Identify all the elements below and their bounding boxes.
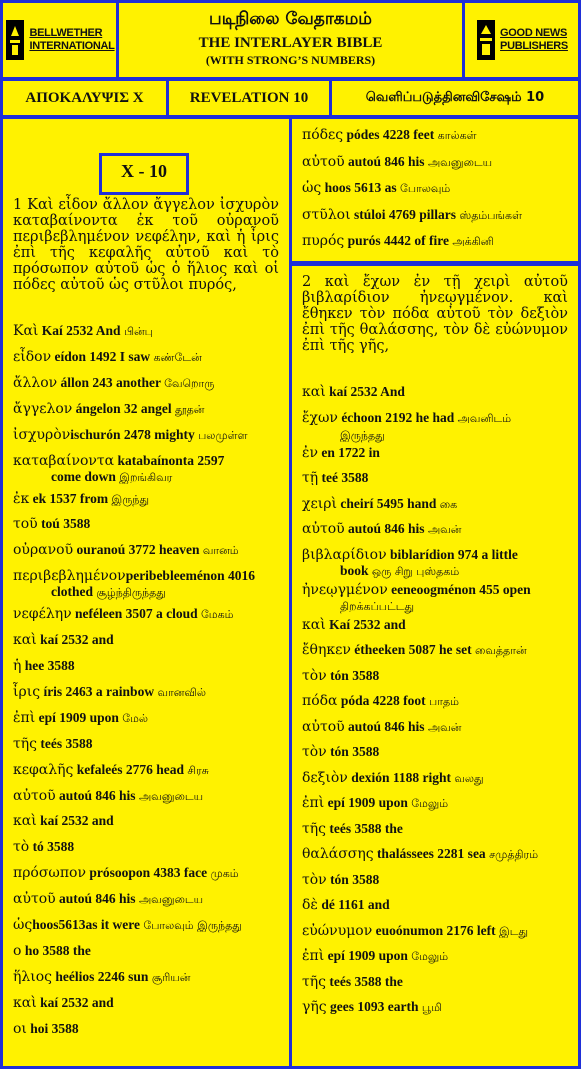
greek-word: ἐπὶ bbox=[302, 948, 325, 964]
title-english: THE INTERLAYER BIBLE bbox=[198, 35, 383, 51]
word-entry bbox=[302, 445, 570, 461]
greek-word: πυρός bbox=[302, 233, 345, 249]
transliteration-strongs: póda 4228 foot bbox=[337, 693, 430, 708]
entry-continuation bbox=[13, 584, 281, 601]
word-entry bbox=[13, 839, 281, 855]
transliteration-strongs: kaí 2532 and bbox=[36, 813, 114, 829]
right-column bbox=[292, 266, 578, 1066]
bellwether-logo-icon bbox=[4, 18, 26, 62]
greek-word: τῆς bbox=[13, 735, 37, 752]
word-entry bbox=[302, 521, 570, 538]
greek-word: αὐτοῦ bbox=[13, 787, 56, 804]
left-column bbox=[3, 119, 289, 1066]
tamil-gloss: அவனுடைய bbox=[427, 155, 493, 169]
word-entry bbox=[302, 897, 570, 913]
transliteration-strongs: échoon 2192 he had bbox=[337, 409, 458, 425]
transliteration-strongs: hoos5613as it were bbox=[32, 917, 144, 932]
english-gloss-continued: book bbox=[340, 562, 372, 578]
greek-word: ἄλλον bbox=[13, 374, 58, 391]
greek-word: τῆς bbox=[302, 973, 326, 990]
word-entry bbox=[13, 606, 281, 623]
greek-word: τῆς bbox=[302, 820, 326, 837]
greek-word: καὶ bbox=[13, 813, 37, 830]
entry-continuation bbox=[302, 563, 570, 580]
greek-word: οι bbox=[13, 1020, 27, 1037]
tamil-gloss: திறக்கப்பட்டது bbox=[340, 599, 414, 613]
tamil-gloss: பாதம் bbox=[429, 695, 459, 708]
greek-word: αὐτοῦ bbox=[13, 891, 56, 908]
header-greek-book: ΑΠΟΚΑΛΥΨΙΣ X bbox=[3, 81, 166, 115]
transliteration-strongs: Kaí 2532 And bbox=[38, 323, 124, 338]
word-entry bbox=[302, 207, 570, 224]
tamil-gloss: ஸ்தம்பங்கள் bbox=[459, 208, 522, 222]
word-entry bbox=[302, 384, 570, 400]
word-entry bbox=[302, 496, 570, 513]
greek-word: αὐτοῦ bbox=[302, 718, 345, 735]
entry-continuation bbox=[302, 598, 570, 615]
tamil-gloss: இடது bbox=[499, 924, 529, 938]
tamil-gloss: கண்டேன் bbox=[153, 350, 202, 364]
tamil-gloss: மேலும் bbox=[411, 950, 449, 963]
greek-word: ἥλιος bbox=[13, 968, 53, 985]
tamil-gloss: இருந்து bbox=[111, 492, 150, 506]
greek-word: καὶ bbox=[302, 384, 326, 400]
tamil-gloss: வானவில் bbox=[157, 685, 207, 699]
greek-word: ο bbox=[13, 942, 22, 959]
tamil-gloss: தூதன் bbox=[175, 402, 205, 416]
greek-word: ἔθηκεν bbox=[302, 642, 351, 658]
word-entry bbox=[13, 516, 281, 532]
transliteration-strongs: ek 1537 from bbox=[29, 490, 112, 506]
header-tamil-ref: வெளிப்படுத்தினவிசேஷம் 10 bbox=[332, 81, 578, 115]
greek-word: περιβεβλημένον bbox=[13, 568, 126, 585]
greek-word: ἰσχυρὸν bbox=[13, 426, 71, 443]
transliteration-strongs: toú 3588 bbox=[37, 516, 91, 532]
word-entry bbox=[13, 788, 281, 805]
transliteration-strongs: ángelon 32 angel bbox=[72, 400, 176, 416]
greek-word: πόδα bbox=[302, 693, 338, 709]
tamil-gloss: அவன் bbox=[427, 720, 462, 734]
transliteration-strongs: euoónumon 2176 left bbox=[372, 922, 500, 938]
transliteration-strongs: en 1722 in bbox=[318, 444, 380, 460]
greek-word: αὐτοῦ bbox=[302, 153, 345, 170]
good-news-logo-text bbox=[500, 27, 568, 53]
right-top-column bbox=[292, 119, 578, 261]
transliteration-strongs: dé 1161 and bbox=[317, 897, 390, 912]
word-entry bbox=[302, 693, 570, 710]
greek-word: εὐώνυμον bbox=[302, 922, 373, 939]
transliteration-strongs: epí 1909 upon bbox=[324, 948, 412, 963]
transliteration-strongs: pódes 4228 feet bbox=[343, 127, 438, 142]
verse-1-text: 1 Καὶ εἶδον ἄλλον ἄγγελον ἰσχυρὸν καταβαίνοντα ἐκ τοῦ οὐρανοῦ περιβεβλημένον νεφέλην, καὶ ἡ ἶρις ἐπὶ τῆς κεφαλῆς αὐτοῦ καὶ τὸ πρόσωπον αὐτοῦ ὡς ὁ ἥλιος καὶ οἱ πόδες αὐτοῦ ὡς στῦλοι πυρός, bbox=[13, 197, 279, 293]
word-entry bbox=[302, 127, 570, 144]
word-entry bbox=[13, 917, 281, 934]
title-subtitle: (WITH STRONG’S NUMBERS) bbox=[205, 53, 376, 67]
greek-word: καὶ bbox=[13, 632, 37, 649]
transliteration-strongs: autoú 846 his bbox=[344, 718, 428, 734]
transliteration-strongs: teés 3588 the bbox=[325, 820, 403, 836]
tamil-gloss: வலது bbox=[454, 771, 484, 785]
word-entry bbox=[302, 582, 570, 615]
tamil-gloss: சமுத்திரம் bbox=[489, 848, 539, 861]
greek-word: τὸν bbox=[302, 871, 327, 888]
greek-word: στῦλοι bbox=[302, 206, 351, 223]
tamil-gloss: மேல் bbox=[122, 711, 149, 725]
greek-word: καὶ bbox=[13, 994, 37, 1011]
word-entry bbox=[13, 684, 281, 701]
word-entry bbox=[13, 710, 281, 727]
title-panel bbox=[119, 3, 462, 77]
transliteration-strongs: kaí 2532 And bbox=[325, 384, 405, 399]
word-entry bbox=[302, 923, 570, 940]
greek-word: δὲ bbox=[302, 897, 318, 913]
tamil-gloss: இறங்கிவர bbox=[119, 470, 173, 484]
word-entry bbox=[13, 813, 281, 829]
word-entry bbox=[13, 375, 281, 392]
greek-word: γῆς bbox=[302, 999, 327, 1015]
header-english-ref: REVELATION 10 bbox=[169, 81, 329, 115]
word-entry bbox=[13, 943, 281, 959]
tamil-gloss: சூரியன் bbox=[151, 970, 191, 984]
word-entry bbox=[302, 547, 570, 580]
transliteration-strongs: katabaínonta 2597 bbox=[114, 452, 225, 468]
transliteration-strongs: cheirí 5495 hand bbox=[336, 495, 440, 511]
transliteration-strongs: stúloi 4769 pillars bbox=[350, 206, 460, 222]
transliteration-strongs: ho 3588 the bbox=[21, 942, 91, 958]
logo-right-line2: PUBLISHERS bbox=[500, 40, 568, 52]
word-entry bbox=[13, 736, 281, 752]
word-entry bbox=[13, 658, 281, 674]
entry-continuation bbox=[302, 427, 570, 444]
tamil-gloss: முகம் bbox=[210, 867, 239, 881]
word-entry bbox=[302, 154, 570, 171]
word-entry bbox=[13, 762, 281, 779]
greek-word: ἠνεῳγμένον bbox=[302, 581, 388, 598]
word-entry bbox=[13, 491, 281, 508]
transliteration-strongs: dexión 1188 right bbox=[347, 769, 455, 785]
word-entry bbox=[13, 995, 281, 1011]
logo-right-line1: GOOD NEWS bbox=[500, 27, 568, 39]
tamil-gloss: ஒரு சிறு புஸ்தகம் bbox=[371, 564, 460, 578]
transliteration-strongs: prósoopon 4383 face bbox=[85, 865, 211, 881]
word-entry bbox=[13, 568, 281, 601]
greek-word: Καὶ bbox=[13, 323, 39, 339]
transliteration-strongs: ischurón 2478 mighty bbox=[70, 426, 199, 442]
word-entry bbox=[13, 401, 281, 418]
transliteration-strongs: íris 2463 a rainbow bbox=[40, 683, 158, 699]
tamil-gloss: அவனுடைய bbox=[138, 893, 204, 907]
tamil-gloss: மேலும் bbox=[411, 797, 449, 810]
word-entry bbox=[302, 974, 570, 990]
word-entry bbox=[302, 872, 570, 888]
greek-word: νεφέλην bbox=[13, 606, 72, 623]
transliteration-strongs: tón 3588 bbox=[326, 871, 380, 887]
greek-word: οὐρανοῦ bbox=[13, 542, 74, 559]
word-entry bbox=[302, 617, 570, 633]
tamil-gloss: அக்கினி bbox=[452, 235, 494, 248]
tamil-gloss: வானம் bbox=[202, 544, 239, 558]
word-entry bbox=[13, 323, 281, 340]
transliteration-strongs: autoú 846 his bbox=[344, 153, 428, 169]
transliteration-strongs: hee 3588 bbox=[21, 658, 75, 673]
transliteration-strongs: kaí 2532 and bbox=[36, 632, 114, 648]
tamil-gloss: இருந்தது bbox=[340, 428, 385, 442]
transliteration-strongs: autoú 846 his bbox=[55, 891, 139, 907]
greek-word: χειρὶ bbox=[302, 495, 337, 512]
word-entry bbox=[13, 427, 281, 444]
word-entry bbox=[13, 969, 281, 986]
greek-word: κεφαλῆς bbox=[13, 761, 74, 778]
transliteration-strongs: heélios 2246 sun bbox=[52, 968, 152, 984]
greek-word: ὡς bbox=[13, 917, 33, 933]
english-gloss-continued: clothed bbox=[51, 584, 97, 600]
word-entry bbox=[13, 632, 281, 648]
good-news-logo-icon bbox=[475, 18, 497, 62]
greek-word: βιβλαρίδιον bbox=[302, 546, 387, 563]
transliteration-strongs: tón 3588 bbox=[326, 744, 380, 759]
word-entry bbox=[13, 542, 281, 559]
word-entry bbox=[302, 668, 570, 684]
chapter-label: X - 10 bbox=[99, 153, 189, 195]
word-entry bbox=[13, 453, 281, 486]
transliteration-strongs: autoú 846 his bbox=[344, 521, 428, 536]
transliteration-strongs: hoi 3588 bbox=[26, 1020, 79, 1036]
transliteration-strongs: epí 1909 upon bbox=[324, 795, 412, 810]
word-entry bbox=[302, 642, 570, 659]
greek-word: τῇ bbox=[302, 470, 319, 486]
title-tamil: படிநிலை வேதாகமம் bbox=[209, 9, 372, 29]
greek-word: τὸν bbox=[302, 667, 327, 684]
transliteration-strongs: teé 3588 bbox=[318, 470, 369, 485]
transliteration-strongs: ouranoú 3772 heaven bbox=[73, 542, 203, 558]
transliteration-strongs: Kaí 2532 and bbox=[325, 616, 406, 632]
english-gloss-continued: come down bbox=[51, 468, 120, 484]
word-entry bbox=[302, 719, 570, 736]
greek-word: ἄγγελον bbox=[13, 400, 73, 417]
word-entry bbox=[302, 821, 570, 837]
greek-word: ἔχων bbox=[302, 409, 338, 426]
transliteration-strongs: tó 3588 bbox=[29, 839, 75, 855]
transliteration-strongs: eeneoogménon 455 open bbox=[387, 581, 531, 597]
greek-word: εἶδον bbox=[13, 348, 52, 365]
word-entry bbox=[302, 180, 570, 197]
word-entry bbox=[302, 999, 570, 1016]
tamil-gloss: கால்கள் bbox=[437, 129, 477, 142]
greek-word: δεξιὸν bbox=[302, 769, 348, 786]
greek-word: τὸν bbox=[302, 744, 327, 760]
logo-left-line1: BELLWETHER bbox=[29, 27, 103, 39]
transliteration-strongs: kefaleés 2776 head bbox=[73, 761, 188, 777]
logo-left-line2: INTERNATIONAL bbox=[29, 40, 115, 52]
word-entry bbox=[302, 470, 570, 486]
tamil-gloss: அவன் bbox=[427, 523, 462, 536]
word-entry bbox=[13, 865, 281, 882]
greek-word: θαλάσσης bbox=[302, 846, 374, 862]
logo-left-panel bbox=[3, 3, 116, 77]
tamil-gloss: வேறொரு bbox=[164, 376, 215, 390]
logo-right-panel bbox=[465, 3, 578, 77]
word-entry bbox=[302, 233, 570, 250]
greek-word: ἡ bbox=[13, 658, 22, 674]
tamil-gloss: கை bbox=[439, 497, 458, 511]
tamil-gloss: அவனுடைய bbox=[138, 789, 204, 803]
entry-continuation bbox=[13, 469, 281, 486]
word-entry bbox=[302, 410, 570, 444]
transliteration-strongs: kaí 2532 and bbox=[36, 994, 114, 1010]
greek-word: ἐπὶ bbox=[13, 709, 36, 726]
greek-word: ὡς bbox=[302, 180, 322, 196]
transliteration-strongs: hoos 5613 as bbox=[321, 180, 401, 195]
transliteration-strongs: gees 1093 earth bbox=[326, 999, 422, 1014]
bellwether-logo-text bbox=[29, 27, 114, 53]
transliteration-strongs: peribebleeménon 4016 bbox=[125, 568, 256, 584]
word-entry bbox=[302, 846, 570, 863]
greek-word: πρόσωπον bbox=[13, 865, 86, 882]
transliteration-strongs: thalássees 2281 sea bbox=[373, 846, 490, 861]
greek-word: ἐπὶ bbox=[302, 795, 325, 811]
tamil-gloss: சூழ்ந்திருந்தது bbox=[96, 586, 166, 600]
tamil-gloss: சிரசு bbox=[187, 763, 209, 777]
transliteration-strongs: teés 3588 the bbox=[325, 973, 403, 989]
transliteration-strongs: purós 4442 of fire bbox=[344, 233, 453, 248]
transliteration-strongs: biblarídion 974 a little bbox=[386, 546, 518, 562]
tamil-gloss: அவனிடம் bbox=[457, 411, 512, 425]
transliteration-strongs: étheeken 5087 he set bbox=[350, 642, 475, 657]
transliteration-strongs: neféleen 3507 a cloud bbox=[71, 606, 201, 622]
tamil-gloss: பலமுள்ள bbox=[198, 428, 248, 442]
greek-word: ἐκ bbox=[13, 490, 30, 507]
transliteration-strongs: állon 243 another bbox=[57, 374, 165, 390]
tamil-gloss: பூமி bbox=[421, 1001, 442, 1014]
transliteration-strongs: tón 3588 bbox=[326, 667, 380, 683]
tamil-gloss: போலவும் இருந்தது bbox=[143, 919, 242, 932]
transliteration-strongs: autoú 846 his bbox=[55, 787, 139, 803]
greek-word: καταβαίνοντα bbox=[13, 452, 115, 469]
transliteration-strongs: teés 3588 bbox=[36, 735, 93, 751]
greek-word: τοῦ bbox=[13, 516, 38, 533]
greek-word: ἐν bbox=[302, 444, 319, 461]
greek-word: ἶρις bbox=[13, 683, 41, 700]
tamil-gloss: மேகம் bbox=[200, 608, 234, 622]
greek-word: πόδες bbox=[302, 127, 344, 143]
word-entry bbox=[13, 349, 281, 366]
greek-word: αὐτοῦ bbox=[302, 521, 345, 537]
tamil-gloss: போலவும் bbox=[400, 182, 451, 195]
tamil-gloss: வைத்தான் bbox=[474, 644, 527, 657]
word-entry bbox=[13, 891, 281, 908]
transliteration-strongs: eídon 1492 I saw bbox=[51, 348, 154, 364]
greek-word: τὸ bbox=[13, 839, 30, 856]
word-entry bbox=[302, 948, 570, 965]
verse-2-text: 2 καὶ ἔχων ἐν τῇ χειρὶ αὐτοῦ βιβλαρίδιον ἠνεῳγμένον. καὶ ἔθηκεν τὸν πόδα αὐτοῦ τὸν δεξιὸν ἐπὶ τῆς θαλάσσης, τὸν δὲ εὐώνυμον ἐπὶ τῆς γῆς, bbox=[302, 274, 568, 354]
word-entry bbox=[302, 770, 570, 787]
transliteration-strongs: epí 1909 upon bbox=[35, 709, 123, 725]
word-entry bbox=[302, 744, 570, 760]
tamil-gloss: பின்பு bbox=[123, 325, 153, 338]
word-entry bbox=[302, 795, 570, 812]
word-entry bbox=[13, 1021, 281, 1037]
greek-word: καὶ bbox=[302, 616, 326, 633]
